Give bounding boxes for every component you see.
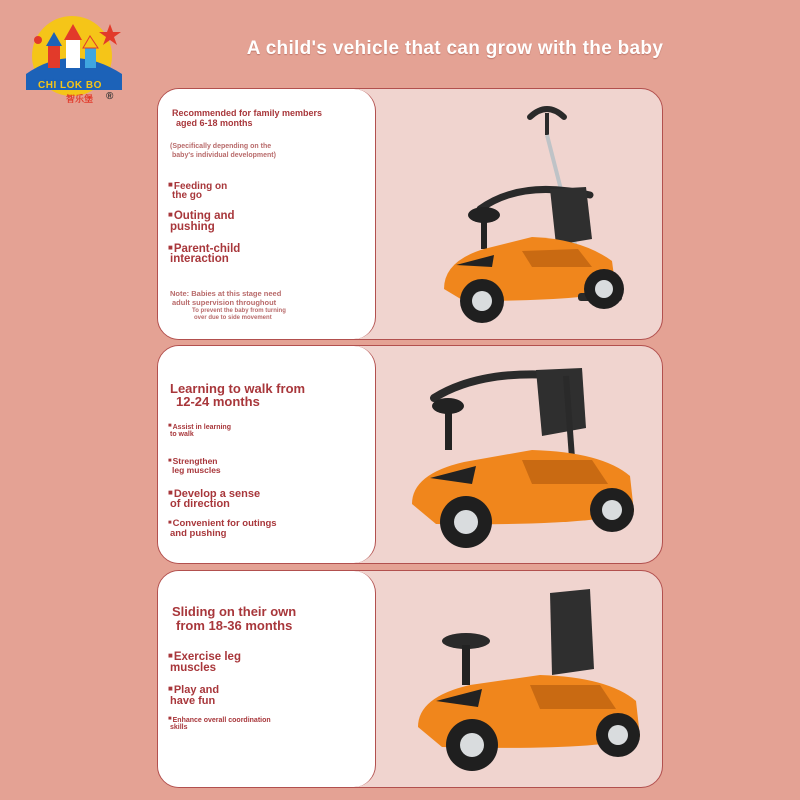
brand-chinese-name: 智乐堡 — [66, 95, 94, 105]
feature-item-cont: leg muscles — [172, 465, 221, 475]
stage-card-18-36 — [157, 570, 663, 788]
ride-on-car-push-handle-image — [372, 89, 662, 339]
stage-card-12-24 — [157, 345, 663, 564]
feature-item-cont: to walk — [170, 431, 194, 438]
feature-item: ■Parent-child — [168, 243, 241, 255]
feature-item: ■Develop a sense — [168, 488, 261, 500]
feature-item: ■Strengthen — [168, 456, 218, 466]
stage-text-panel — [158, 346, 376, 563]
feature-item: ■Feeding on — [168, 180, 228, 192]
bullet-icon: ■ — [168, 651, 173, 660]
page-headline: A child's vehicle that can grow with the baby — [246, 38, 664, 59]
stage-title-line1: Learning to walk from — [170, 381, 306, 396]
stage-subtitle-line1: (Specifically depending on the — [170, 143, 272, 150]
stage-title-line2: 12-24 months — [176, 394, 260, 409]
stage-text-panel — [158, 571, 376, 787]
stage-title-line2: aged 6-18 months — [176, 118, 253, 128]
feature-item: ■Assist in learning — [168, 423, 231, 431]
bullet-icon: ■ — [168, 180, 173, 189]
feature-item: ■Outing and — [168, 210, 235, 222]
bullet-icon: ■ — [168, 520, 172, 526]
feature-item-cont: skills — [170, 724, 188, 731]
feature-item-cont: muscles — [170, 662, 217, 674]
feature-item-cont: and pushing — [170, 528, 227, 539]
bullet-icon: ■ — [168, 423, 172, 429]
brand-name: CHI LOK BO — [38, 80, 102, 91]
ride-on-car-guard-rail-image — [372, 346, 662, 563]
registered-mark: ® — [106, 91, 114, 102]
ride-on-car-sliding-image — [372, 571, 662, 787]
stage-title-line1: Sliding on their own — [172, 604, 297, 619]
note-line4: over due to side movement — [194, 315, 272, 321]
feature-item: ■Convenient for outings — [168, 518, 277, 529]
stage-text-panel — [158, 89, 376, 339]
stage-title-line2: from 18-36 months — [176, 618, 293, 633]
feature-item: ■Enhance overall coordination — [168, 716, 271, 724]
stage-title-line1: Recommended for family members — [172, 108, 323, 118]
feature-item-cont: of direction — [170, 498, 230, 510]
bullet-icon: ■ — [168, 210, 173, 219]
feature-item-cont: have fun — [170, 695, 216, 707]
note-line3: To prevent the baby from turning — [192, 308, 286, 314]
bullet-icon: ■ — [168, 716, 172, 722]
bullet-icon: ■ — [168, 458, 172, 464]
feature-item: ■Play and — [168, 684, 220, 696]
feature-item-cont: pushing — [170, 221, 215, 233]
bullet-icon: ■ — [168, 488, 173, 497]
feature-item-cont: the go — [172, 190, 202, 201]
note-line2: adult supervision throughout — [172, 298, 277, 307]
brand-logo — [18, 12, 128, 104]
stage-subtitle-line2: baby's individual development) — [172, 152, 276, 159]
bullet-icon: ■ — [168, 243, 173, 252]
note-line1: Note: Babies at this stage need — [170, 289, 282, 298]
stage-card-6-18 — [157, 88, 663, 340]
bullet-icon: ■ — [168, 684, 173, 693]
feature-item: ■Exercise leg — [168, 651, 241, 663]
feature-item-cont: interaction — [170, 253, 229, 265]
